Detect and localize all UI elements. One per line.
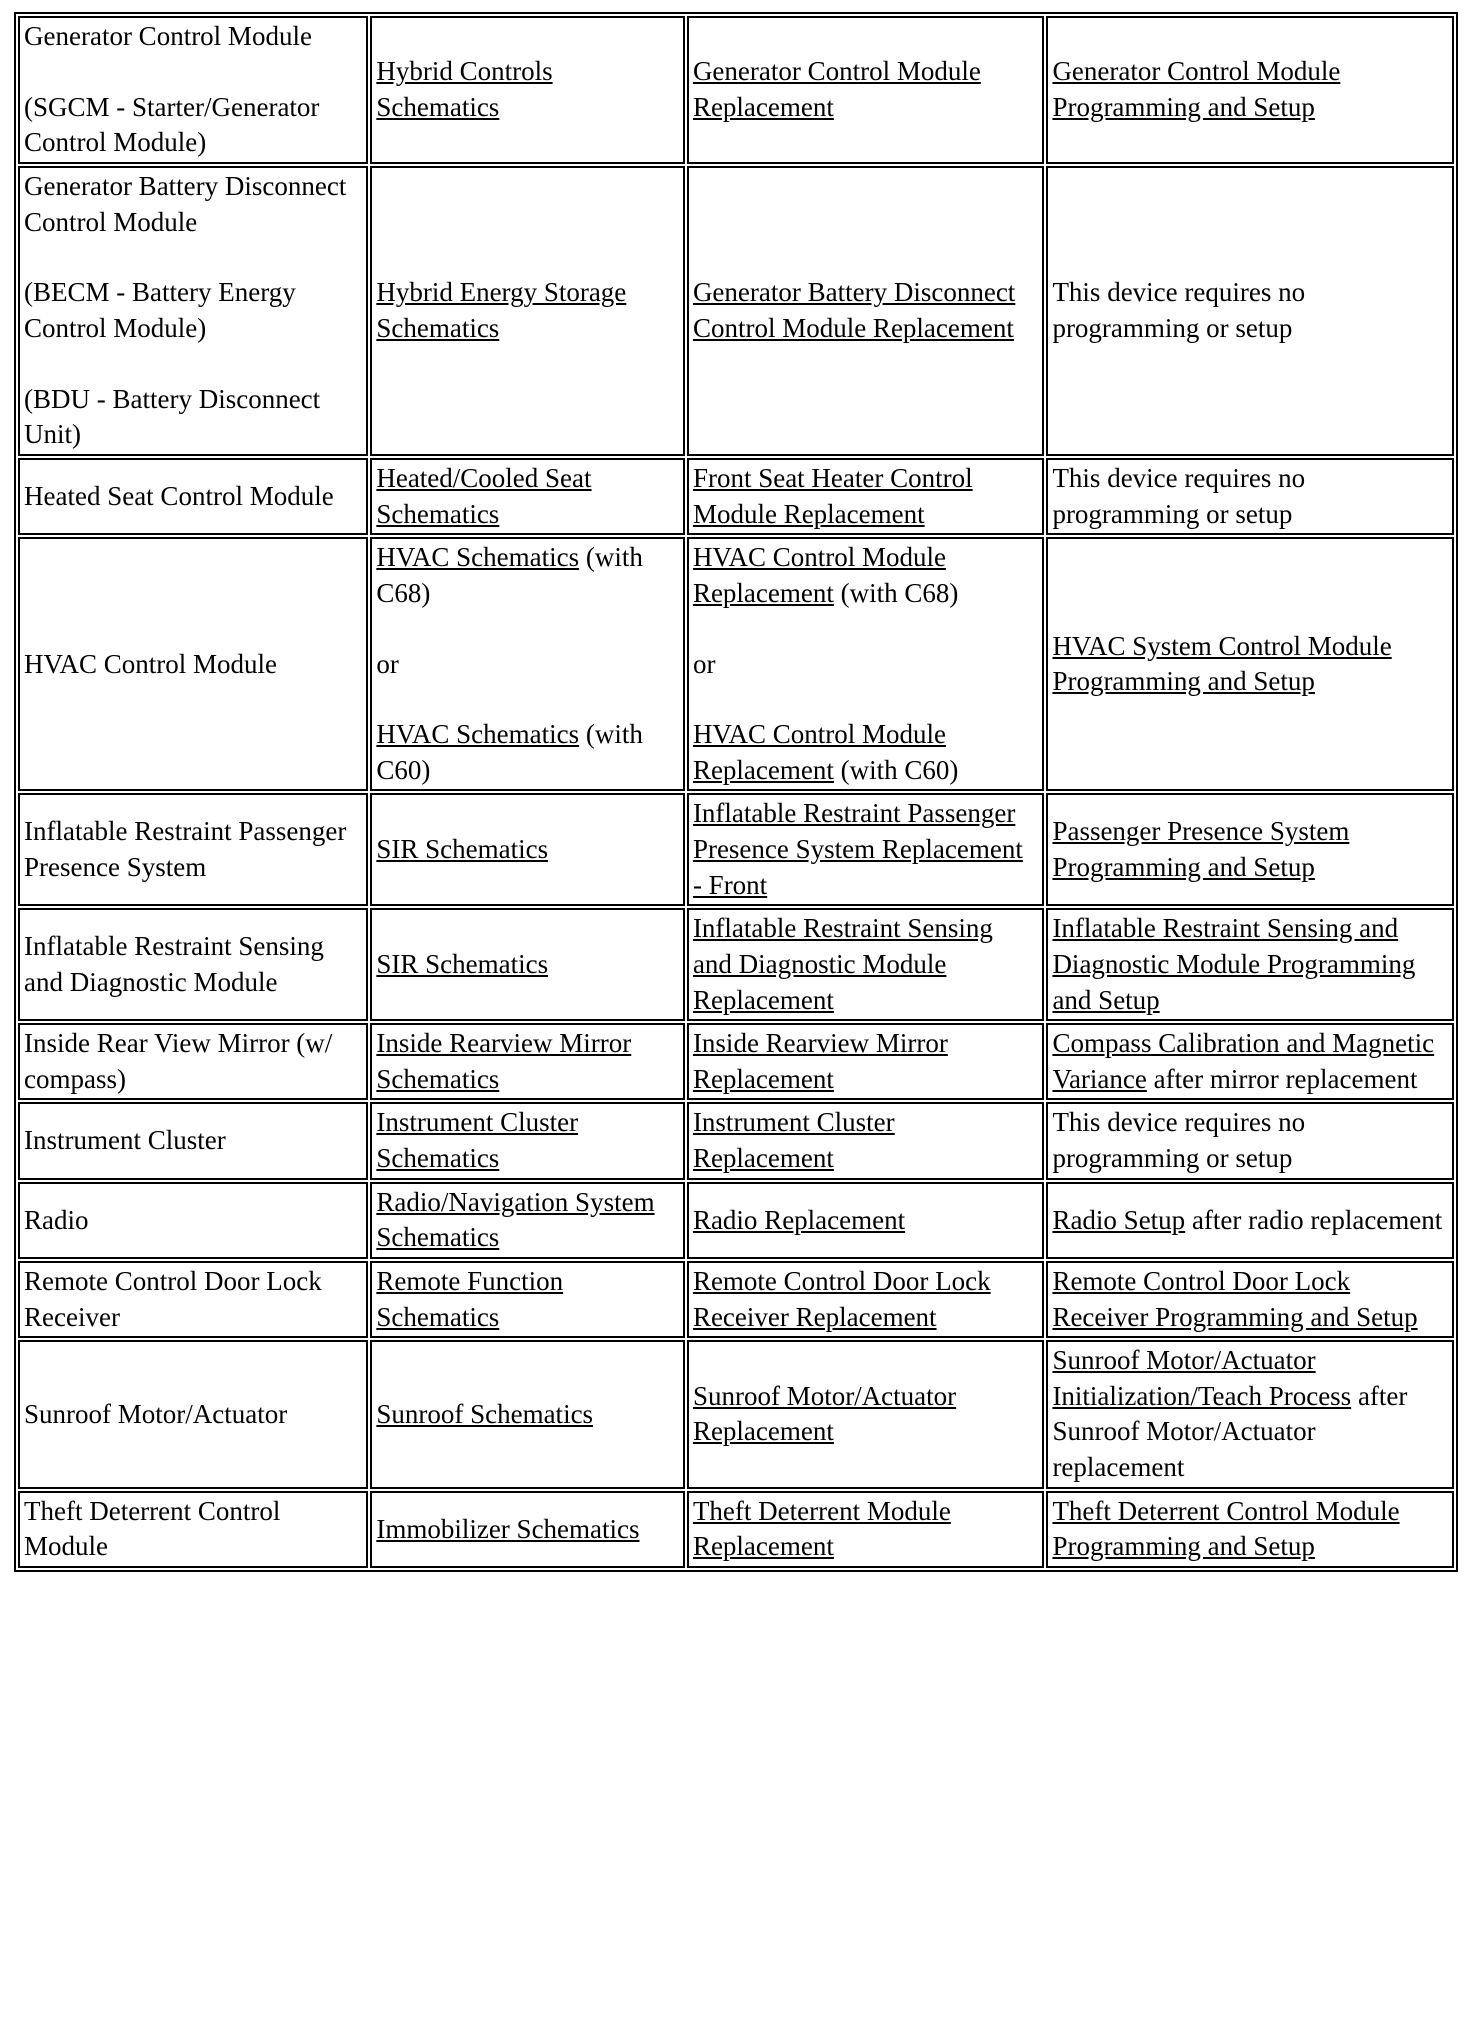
doc-link[interactable]: Sunroof Motor/Actuator Replacement [692, 1380, 957, 1447]
doc-link[interactable]: Radio Replacement [692, 1204, 906, 1235]
doc-link[interactable]: Hybrid Controls Schematics [376, 56, 553, 122]
table-body [18, 16, 1454, 1568]
cell-text: after mirror replacement [1146, 1063, 1418, 1094]
device-name-cell [18, 16, 368, 164]
doc-link[interactable]: Front Seat Heater Control Module Replacement [692, 462, 973, 529]
programming-cell [1046, 908, 1454, 1021]
doc-link[interactable]: Instrument Cluster Schematics [376, 1107, 579, 1174]
doc-link[interactable]: HVAC Control Module Replacement [692, 542, 946, 608]
doc-link[interactable]: Hybrid Energy Storage Schematics [376, 277, 627, 343]
cell-paragraph [1052, 1105, 1448, 1176]
doc-link[interactable]: Heated/Cooled Seat Schematics [376, 462, 592, 529]
cell-paragraph [24, 929, 362, 1000]
cell-paragraph [693, 1203, 1039, 1239]
doc-link[interactable]: Passenger Presence System Programming and Setup [1052, 816, 1350, 882]
replacement-cell [687, 537, 1045, 791]
table-row [18, 1023, 1454, 1100]
cell-paragraph [376, 947, 679, 983]
table-row [18, 458, 1454, 535]
schematics-cell [370, 1261, 685, 1338]
programming-cell [1046, 537, 1454, 791]
cell-text: (BDU - Battery Disconnect Unit) [24, 383, 321, 450]
cell-paragraph [24, 382, 362, 453]
cell-paragraph [1052, 54, 1448, 125]
cell-paragraph [24, 90, 362, 161]
cell-text: (with C60) [376, 719, 643, 785]
doc-link[interactable]: Theft Deterrent Control Module Programming and Setup [1052, 1495, 1400, 1562]
doc-link[interactable]: HVAC System Control Module Programming and Setup [1052, 630, 1392, 697]
schematics-cell [370, 16, 685, 164]
doc-link[interactable]: Theft Deterrent Module Replacement [692, 1495, 951, 1562]
cell-paragraph [376, 1026, 679, 1097]
schematics-cell [370, 1023, 685, 1100]
cell-paragraph [1052, 461, 1448, 532]
table-row [18, 166, 1454, 456]
cell-text: Heated Seat Control Module [24, 480, 334, 511]
programming-cell [1046, 1182, 1454, 1259]
table-row [18, 16, 1454, 164]
schematics-cell [370, 793, 685, 906]
cell-paragraph [693, 1494, 1039, 1565]
table-row [18, 1182, 1454, 1259]
cell-paragraph [376, 54, 679, 125]
cell-text: This device requires no programming or setup [1052, 277, 1306, 343]
doc-link[interactable]: Remote Function Schematics [376, 1265, 564, 1332]
doc-link[interactable]: HVAC Schematics [376, 542, 580, 573]
device-name-cell [18, 537, 368, 791]
table-row [18, 908, 1454, 1021]
replacement-cell [687, 1491, 1045, 1568]
programming-cell [1046, 1023, 1454, 1100]
cell-paragraph [1052, 1494, 1448, 1565]
cell-paragraph [693, 1026, 1039, 1097]
doc-link[interactable]: Generator Control Module Programming and Setup [1052, 56, 1341, 122]
cell-paragraph [376, 1105, 679, 1176]
cell-paragraph [24, 647, 362, 683]
device-name-cell [18, 793, 368, 906]
replacement-cell [687, 1261, 1045, 1338]
table-row [18, 1102, 1454, 1179]
doc-link[interactable]: Radio Setup [1052, 1204, 1186, 1235]
schematics-cell [370, 908, 685, 1021]
cell-paragraph [693, 1379, 1039, 1450]
cell-paragraph [1052, 911, 1448, 1018]
programming-cell [1046, 166, 1454, 456]
cell-paragraph [24, 19, 362, 55]
cell-paragraph [693, 540, 1039, 611]
doc-link[interactable]: Generator Control Module Replacement [692, 56, 981, 122]
doc-link[interactable]: Inflatable Restraint Sensing and Diagnostic Module Programming and Setup [1052, 913, 1416, 1015]
cell-paragraph [693, 911, 1039, 1018]
device-name-cell [18, 908, 368, 1021]
cell-paragraph [24, 479, 362, 515]
cell-paragraph [376, 717, 679, 788]
cell-paragraph [376, 1397, 679, 1433]
cell-paragraph [376, 461, 679, 532]
schematics-cell [370, 537, 685, 791]
programming-cell [1046, 1261, 1454, 1338]
cell-text: HVAC Control Module [24, 648, 278, 679]
schematics-cell [370, 1102, 685, 1179]
cell-paragraph [24, 814, 362, 885]
cell-paragraph [24, 1203, 362, 1239]
cell-text: (SGCM - Starter/Generator Control Module) [24, 91, 320, 158]
cell-text: or [692, 648, 716, 679]
table-row [18, 537, 1454, 791]
doc-link[interactable]: HVAC Schematics [376, 719, 580, 750]
schematics-cell [370, 1491, 685, 1568]
replacement-cell [687, 458, 1045, 535]
cell-text: Inside Rear View Mirror (w/ compass) [24, 1028, 333, 1094]
device-name-cell [18, 1182, 368, 1259]
cell-paragraph [693, 796, 1039, 903]
cell-text: (with C68) [833, 577, 959, 608]
doc-link[interactable]: SIR Schematics [376, 834, 549, 865]
cell-paragraph [1052, 1264, 1448, 1335]
cell-paragraph [1052, 814, 1448, 885]
cell-text: Inflatable Restraint Sensing and Diagnostic Module [24, 931, 324, 997]
programming-cell [1046, 793, 1454, 906]
cell-text: Generator Battery Disconnect Control Module [24, 170, 347, 237]
cell-paragraph [1052, 1203, 1448, 1239]
cell-paragraph [376, 1185, 679, 1256]
cell-paragraph [24, 169, 362, 240]
cell-text: after Sunroof Motor/Actuator replacement [1052, 1380, 1408, 1483]
programming-cell [1046, 1102, 1454, 1179]
programming-cell [1046, 16, 1454, 164]
cell-paragraph [376, 1264, 679, 1335]
cell-text: after radio replacement [1185, 1204, 1443, 1235]
device-name-cell [18, 1261, 368, 1338]
replacement-cell [687, 1182, 1045, 1259]
cell-paragraph [24, 275, 362, 346]
schematics-cell [370, 458, 685, 535]
table-row [18, 1491, 1454, 1568]
table-row [18, 793, 1454, 906]
cell-paragraph [693, 717, 1039, 788]
cell-text: Sunroof Motor/Actuator [24, 1398, 288, 1429]
doc-link[interactable]: SIR Schematics [376, 948, 549, 979]
cell-text: Inflatable Restraint Passenger Presence System [24, 816, 347, 882]
device-reference-table [14, 12, 1458, 1572]
cell-paragraph [693, 54, 1039, 125]
cell-paragraph [376, 647, 679, 683]
device-name-cell [18, 458, 368, 535]
programming-cell [1046, 458, 1454, 535]
doc-link[interactable]: Generator Battery Disconnect Control Module Replacement [692, 277, 1016, 343]
schematics-cell [370, 1182, 685, 1259]
doc-link[interactable]: Inflatable Restraint Sensing and Diagnostic Module Replacement [692, 913, 993, 1015]
device-name-cell [18, 1023, 368, 1100]
cell-text: This device requires no programming or setup [1052, 1107, 1306, 1174]
cell-text: Generator Control Module [24, 21, 312, 51]
programming-cell [1046, 1491, 1454, 1568]
doc-link[interactable]: Remote Control Door Lock Receiver Programming and Setup [1052, 1265, 1418, 1332]
programming-cell [1046, 1340, 1454, 1489]
table-row [18, 1340, 1454, 1489]
cell-paragraph [1052, 629, 1448, 700]
cell-paragraph [24, 1397, 362, 1433]
cell-paragraph [376, 540, 679, 611]
cell-text: Instrument Cluster [24, 1125, 226, 1156]
doc-link[interactable]: Remote Control Door Lock Receiver Replacement [692, 1265, 991, 1332]
doc-link[interactable]: Sunroof Schematics [376, 1398, 594, 1429]
cell-paragraph [693, 275, 1039, 346]
replacement-cell [687, 908, 1045, 1021]
cell-text: (with C68) [376, 542, 643, 608]
replacement-cell [687, 166, 1045, 456]
cell-paragraph [693, 1105, 1039, 1176]
replacement-cell [687, 1340, 1045, 1489]
table-row [18, 1261, 1454, 1338]
doc-link[interactable]: Inside Rearview Mirror Replacement [692, 1028, 948, 1094]
device-name-cell [18, 166, 368, 456]
cell-paragraph [1052, 275, 1448, 346]
doc-link[interactable]: Radio/Navigation System Schematics [376, 1186, 655, 1253]
replacement-cell [687, 1023, 1045, 1100]
cell-paragraph [376, 832, 679, 868]
cell-paragraph [693, 1264, 1039, 1335]
cell-text: This device requires no programming or setup [1052, 462, 1306, 529]
cell-paragraph [1052, 1026, 1448, 1097]
cell-paragraph [24, 1264, 362, 1335]
cell-text: Radio [24, 1204, 89, 1235]
schematics-cell [370, 1340, 685, 1489]
cell-paragraph [1052, 1343, 1448, 1486]
cell-paragraph [24, 1026, 362, 1097]
cell-text: (BECM - Battery Energy Control Module) [24, 277, 296, 343]
doc-link[interactable]: Inside Rearview Mirror Schematics [376, 1028, 632, 1094]
replacement-cell [687, 1102, 1045, 1179]
doc-link[interactable]: Sunroof Motor/Actuator Initialization/Teach Process [1052, 1345, 1352, 1411]
cell-text: Theft Deterrent Control Module [24, 1495, 281, 1562]
device-name-cell [18, 1491, 368, 1568]
doc-link[interactable]: Instrument Cluster Replacement [692, 1107, 895, 1174]
device-name-cell [18, 1340, 368, 1489]
cell-text: Remote Control Door Lock Receiver [24, 1265, 322, 1332]
cell-paragraph [24, 1123, 362, 1159]
doc-link[interactable]: HVAC Control Module Replacement [692, 719, 946, 785]
replacement-cell [687, 16, 1045, 164]
doc-link[interactable]: Immobilizer Schematics [376, 1513, 640, 1544]
cell-text: or [376, 648, 399, 679]
doc-link[interactable]: Inflatable Restraint Passenger Presence System Replacement - Front [692, 798, 1023, 900]
device-name-cell [18, 1102, 368, 1179]
cell-paragraph [693, 461, 1039, 532]
cell-paragraph [24, 1494, 362, 1565]
doc-link[interactable]: Compass Calibration and Magnetic Variance [1052, 1028, 1435, 1094]
cell-paragraph [376, 275, 679, 346]
schematics-cell [370, 166, 685, 456]
cell-text: (with C60) [833, 754, 959, 785]
cell-paragraph [693, 647, 1039, 683]
replacement-cell [687, 793, 1045, 906]
cell-paragraph [376, 1512, 679, 1548]
